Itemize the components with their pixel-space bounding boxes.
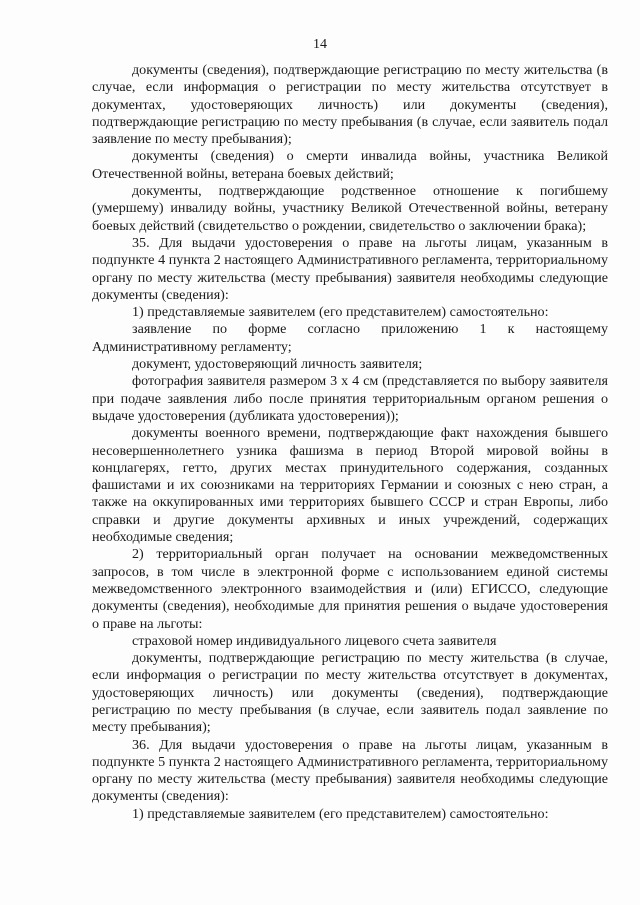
paragraph: страховой номер индивидуального лицевого счета заявителя [132,632,497,649]
paragraph: документы военного времени, подтверждающие факт нахождения бывшего несовершеннолетнего узника фашизма в период Второй мировой войны в концлагерях, гетто, других местах принудительного содержания, созданных фашистами и их союзниками на территориях Германии и союзных с нею стран, а также на оккупированных ими территориях бывшего СССР и стран Европы, либо справки и другие документы архивных и иных учреждений, содержащих необходимые сведения; [92,425,608,546]
paragraph: 35. Для выдачи удостоверения о праве на льготы лицам, указанным в подпункте 4 пункта 2 настоящего Административного регламента, территориальному органу по месту жительства (месту пребывания) заявителя необходимы следующие документы (сведения): [92,234,608,303]
paragraph: фотография заявителя размером 3 х 4 см (представляется по выбору заявителя при подаче заявления либо после принятия территориальным органом решения о выдаче удостоверения (дубликата удостоверения)); [92,373,608,424]
paragraph: документы (сведения), подтверждающие регистрацию по месту жительства (в случае, если информация о регистрации по месту жительства отсутствует в документах, удостоверяющих личность) или документы (сведения), подтверждающие регистрацию по месту пребывания (в случае, если заявитель подал заявление по месту пребывания); [92,62,608,148]
paragraph: заявление по форме согласно приложению 1 к настоящему Административному регламенту; [92,321,608,355]
page-number: 14 [313,37,327,52]
paragraph: 2) территориальный орган получает на основании межведомственных запросов, в том числе в электронной форме с использованием единой системы межведомственного электронного взаимодействия и (или) ЕГИССО, следующие документы (сведения), необходимые для принятия решения о выдаче удостоверения о праве на льготы: [92,546,608,632]
paragraph: документы, подтверждающие родственное отношение к погибшему (умершему) инвалиду войны, участнику Великой Отечественной войны, ветерану боевых действий (свидетельство о рождении, свидетельство о заключении брака); [92,183,608,234]
paragraph: документы (сведения) о смерти инвалида войны, участника Великой Отечественной войны, ветерана боевых действий; [92,148,608,182]
paragraph: 1) представляемые заявителем (его представителем) самостоятельно: [132,304,549,321]
paragraph: документ, удостоверяющий личность заявителя; [132,356,423,373]
paragraph: документы, подтверждающие регистрацию по месту жительства (в случае, если информация о регистрации по месту жительства отсутствует в документах, удостоверяющих личность) или документы (сведения), подтверждающие регистрацию по месту пребывания (в случае, если заявитель подал заявление по месту пребывания); [92,650,608,736]
paragraph: 1) представляемые заявителем (его представителем) самостоятельно: [132,805,549,822]
document-body [92,62,608,823]
paragraph: 36. Для выдачи удостоверения о праве на льготы лицам, указанным в подпункте 5 пункта 2 настоящего Административного регламента, территориальному органу по месту жительства (месту пребывания) заявителя необходимы следующие документы (сведения): [92,736,608,805]
